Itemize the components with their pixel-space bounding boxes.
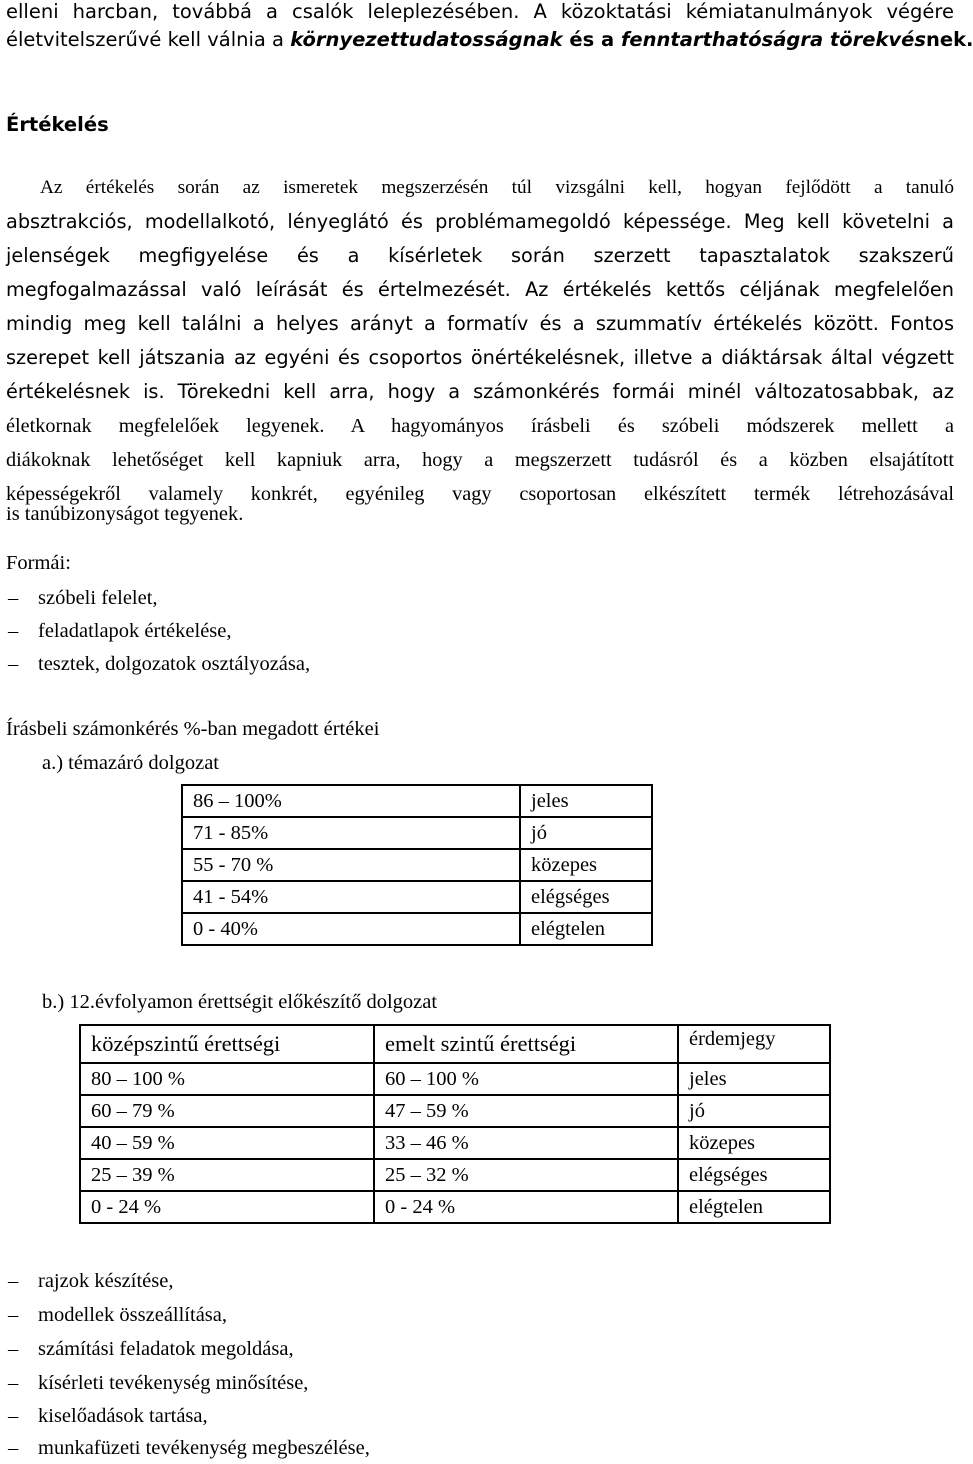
cell: 25 – 32 % xyxy=(374,1159,678,1191)
cell: 33 – 46 % xyxy=(374,1127,678,1159)
range-cell: 55 - 70 % xyxy=(182,849,520,881)
header-cell: emelt szintű érettségi xyxy=(374,1025,678,1063)
paragraph-line: is tanúbizonyságot tegyenek. xyxy=(6,503,244,525)
grade-cell: jeles xyxy=(520,785,652,817)
dash-bullet: – xyxy=(8,1437,19,1459)
list-item: – szóbeli felelet, xyxy=(8,587,158,609)
range-cell: 41 - 54% xyxy=(182,881,520,913)
intro-emphasis-2: fenntarthatóságra törekvés xyxy=(620,28,926,51)
grade-table-b xyxy=(79,1024,831,1224)
cell: 60 – 79 % xyxy=(80,1095,374,1127)
dash-bullet: – xyxy=(8,1270,19,1292)
paragraph-line: mindig meg kell találni a helyes arányt a formatív és a szummatív értékelés között. Fontos xyxy=(6,312,954,335)
list-item: – kísérleti tevékenység minősítése, xyxy=(8,1372,309,1394)
range-cell: 0 - 40% xyxy=(182,913,520,945)
list-item: – munkafüzeti tevékenység megbeszélése, xyxy=(8,1437,370,1459)
dash-bullet: – xyxy=(8,1372,19,1394)
forms-title: Formái: xyxy=(6,552,71,574)
dash-bullet: – xyxy=(8,587,19,609)
cell: 47 – 59 % xyxy=(374,1095,678,1127)
table-row xyxy=(182,785,652,817)
table-row xyxy=(80,1095,830,1127)
paragraph-line: diákoknak lehetőséget kell kapniuk arra, hogy a megszerzett tudásról és a közben elsajátított xyxy=(6,449,954,471)
range-cell: 86 – 100% xyxy=(182,785,520,817)
paragraph-line: szerepet kell játszania az egyéni és csoportos önértékelésnek, illetve a diáktársak által végzett xyxy=(6,346,954,369)
grade-table-a xyxy=(181,784,653,946)
list-item: – tesztek, dolgozatok osztályozása, xyxy=(8,653,311,675)
list-item: – modellek összeállítása, xyxy=(8,1304,227,1326)
dash-bullet: – xyxy=(8,620,19,642)
cell: 25 – 39 % xyxy=(80,1159,374,1191)
intro-text-bold-end: nek. xyxy=(925,28,973,51)
table-row xyxy=(80,1127,830,1159)
intro-line-2 xyxy=(6,28,973,51)
intro-emphasis-1: környezettudatosságnak xyxy=(290,28,563,51)
table-row xyxy=(80,1063,830,1095)
intro-line-1: elleni harcban, továbbá a csalók leleplezésében. A közoktatási kémiatanulmányok végére xyxy=(6,0,954,23)
table-row xyxy=(80,1159,830,1191)
list-item: – számítási feladatok megoldása, xyxy=(8,1338,294,1360)
range-cell: 71 - 85% xyxy=(182,817,520,849)
table-a-title: a.) témazáró dolgozat xyxy=(42,752,220,774)
cell: jó xyxy=(678,1095,830,1127)
cell: jeles xyxy=(678,1063,830,1095)
paragraph-line: életkornak megfelelőek legyenek. A hagyományos írásbeli és szóbeli módszerek mellett a xyxy=(6,415,954,437)
grade-cell: elégséges xyxy=(520,881,652,913)
paragraph-line: megfogalmazással való leírását és értelmezését. Az értékelés kettős céljának megfelelően xyxy=(6,278,954,301)
table-header-row xyxy=(80,1025,830,1063)
written-assessment-title: Írásbeli számonkérés %-ban megadott értékei xyxy=(6,718,380,740)
table-row xyxy=(182,881,652,913)
dash-bullet: – xyxy=(8,1405,19,1427)
list-item: – feladatlapok értékelése, xyxy=(8,620,232,642)
cell: 0 - 24 % xyxy=(374,1191,678,1223)
header-cell: középszintű érettségi xyxy=(80,1025,374,1063)
list-item: – kiselőadások tartása, xyxy=(8,1405,208,1427)
cell: elégséges xyxy=(678,1159,830,1191)
header-cell: érdemjegy xyxy=(678,1025,830,1063)
paragraph-line: képességekről valamely konkrét, egyénileg vagy csoportosan elkészített termék létrehozásával xyxy=(6,483,954,505)
grade-cell: közepes xyxy=(520,849,652,881)
section-heading: Értékelés xyxy=(6,113,109,136)
paragraph-line: Az értékelés során az ismeretek megszerzésén túl vizsgálni kell, hogyan fejlődött a tanuló xyxy=(40,177,954,198)
paragraph-line: absztrakciós, modellalkotó, lényeglátó és problémamegoldó képessége. Meg kell követelni a xyxy=(6,210,954,233)
cell: 40 – 59 % xyxy=(80,1127,374,1159)
dash-bullet: – xyxy=(8,1338,19,1360)
list-item: – rajzok készítése, xyxy=(8,1270,174,1292)
dash-bullet: – xyxy=(8,653,19,675)
paragraph-line: jelenségek megfigyelése és a kísérletek során szerzett tapasztalatok szakszerű xyxy=(6,244,954,267)
intro-text-bold: és a xyxy=(562,28,621,51)
table-row xyxy=(80,1191,830,1223)
table-row xyxy=(182,913,652,945)
grade-cell: elégtelen xyxy=(520,913,652,945)
grade-cell: jó xyxy=(520,817,652,849)
cell: 80 – 100 % xyxy=(80,1063,374,1095)
intro-text: életvitelszerűvé kell válnia a xyxy=(6,28,291,51)
cell: 60 – 100 % xyxy=(374,1063,678,1095)
cell: 0 - 24 % xyxy=(80,1191,374,1223)
cell: elégtelen xyxy=(678,1191,830,1223)
table-row xyxy=(182,817,652,849)
table-b-title: b.) 12.évfolyamon érettségit előkészítő dolgozat xyxy=(42,991,438,1013)
paragraph-line: értékelésnek is. Törekedni kell arra, hogy a számonkérés formái minél változatosabbak, az xyxy=(6,380,954,403)
table-row xyxy=(182,849,652,881)
cell: közepes xyxy=(678,1127,830,1159)
dash-bullet: – xyxy=(8,1304,19,1326)
